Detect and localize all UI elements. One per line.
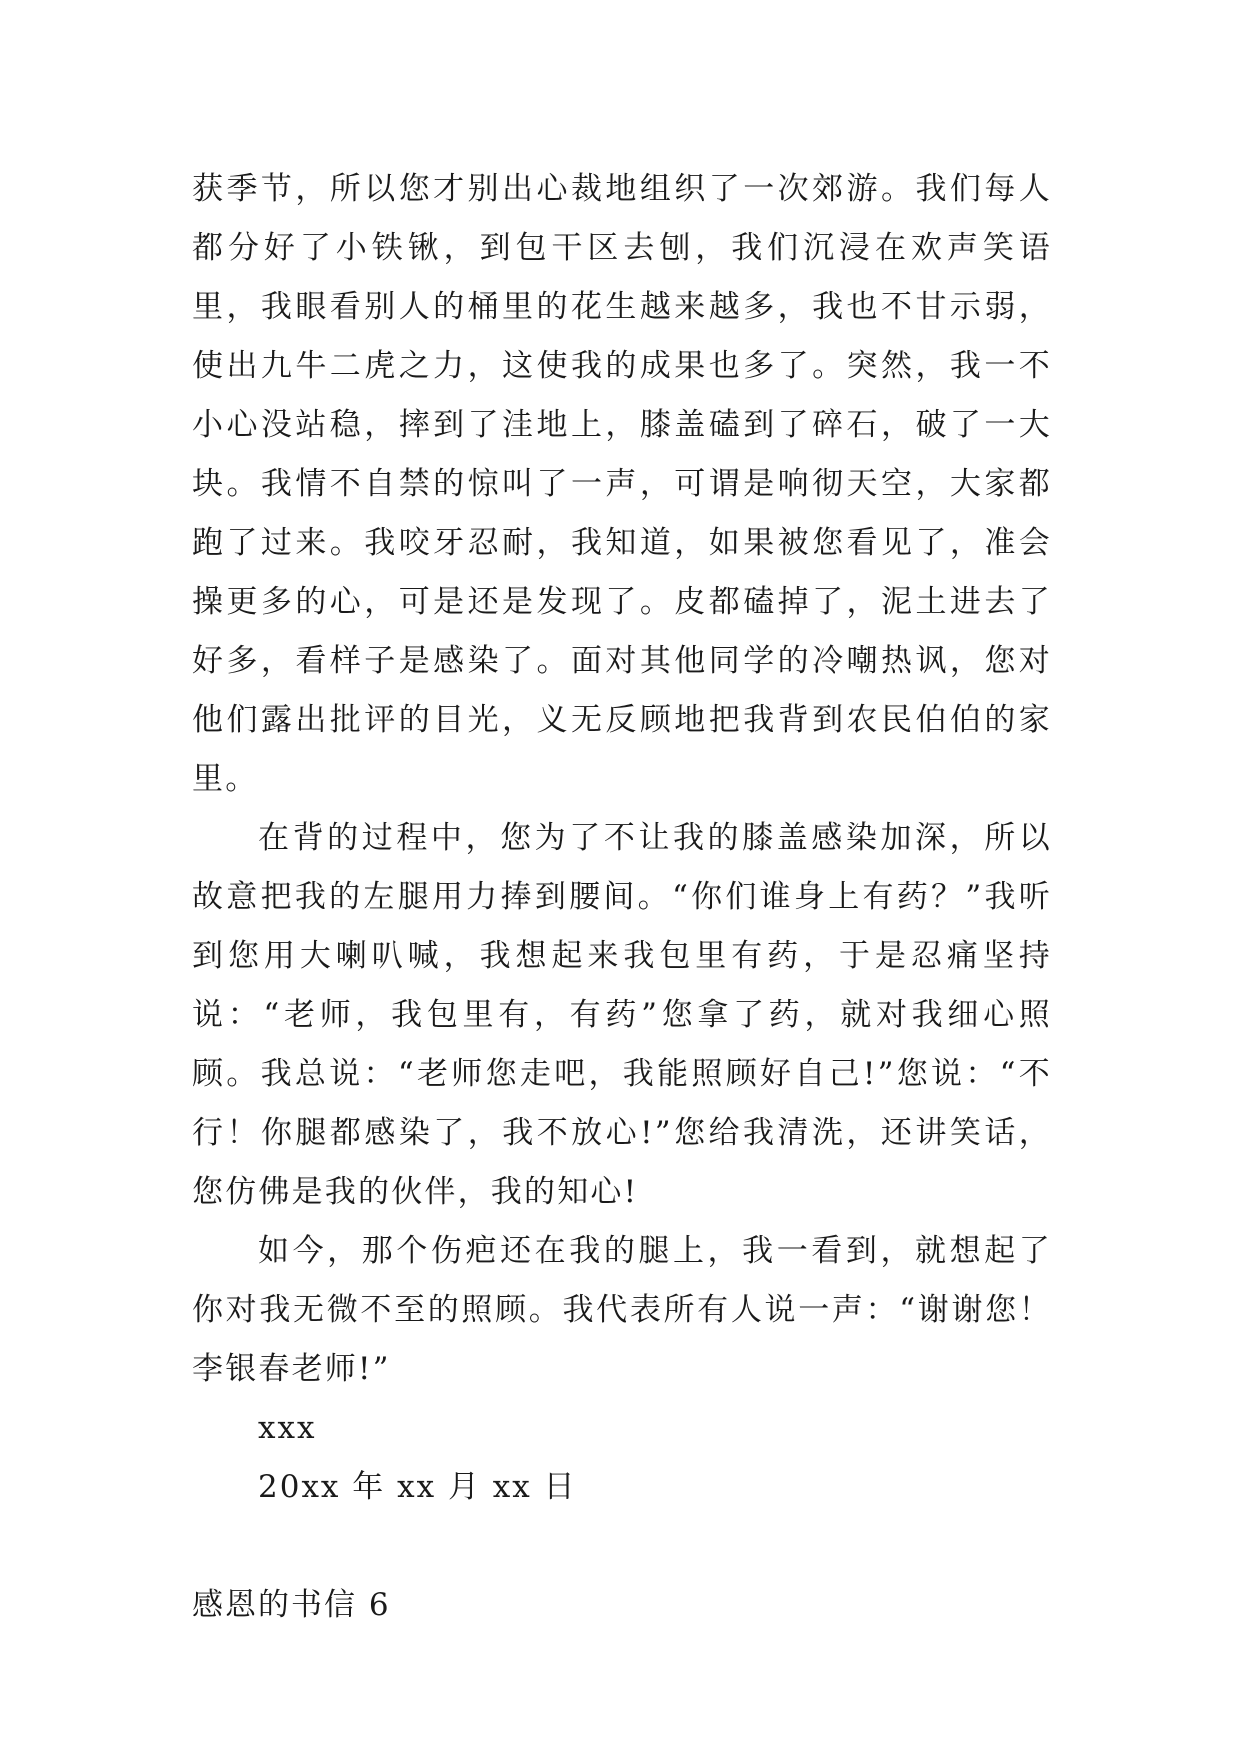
- letter-date: 20xx 年 xx 月 xx 日: [258, 1469, 577, 1505]
- section-spacer: [192, 1517, 1052, 1576]
- paragraph-3: 如今，那个伤疤还在我的腿上，我一看到，就想起了你对我无微不至的照顾。我代表所有人说一声：“谢谢您！李银春老师!”: [192, 1233, 1052, 1387]
- paragraph-2: 在背的过程中，您为了不让我的膝盖感染加深，所以故意把我的左腿用力捧到腰间。“你们谁身上有药？”我听到您用大喇叭喊，我想起来我包里有药，于是忍痛坚持说：“老师，我包里有，有药”您拿了药，就对我细心照顾。我总说：“老师您走吧，我能照顾好自己!”您说：“不行！你腿都感染了，我不放心!”您给我清洗，还讲笑话，您仿佛是我的伙伴，我的知心!: [192, 820, 1052, 1210]
- signature: xxx: [258, 1410, 317, 1446]
- paragraph-1: 获季节，所以您才别出心裁地组织了一次郊游。我们每人都分好了小铁锹，到包干区去刨，我们沉浸在欢声笑语里，我眼看别人的桶里的花生越来越多，我也不甘示弱，使出九牛二虎之力，这使我的成果也多了。突然，我一不小心没站稳，摔到了洼地上，膝盖磕到了碎石，破了一大块。我情不自禁的惊叫了一声，可谓是响彻天空，大家都跑了过来。我咬牙忍耐，我知道，如果被您看见了，准会操更多的心，可是还是发现了。皮都磕掉了，泥土进去了好多，看样子是感染了。面对其他同学的冷嘲热讽，您对他们露出批评的目光，义无反顾地把我背到农民伯伯的家里。: [192, 171, 1052, 797]
- letter-body: [192, 160, 1052, 1635]
- section-title: 感恩的书信 6: [192, 1587, 391, 1623]
